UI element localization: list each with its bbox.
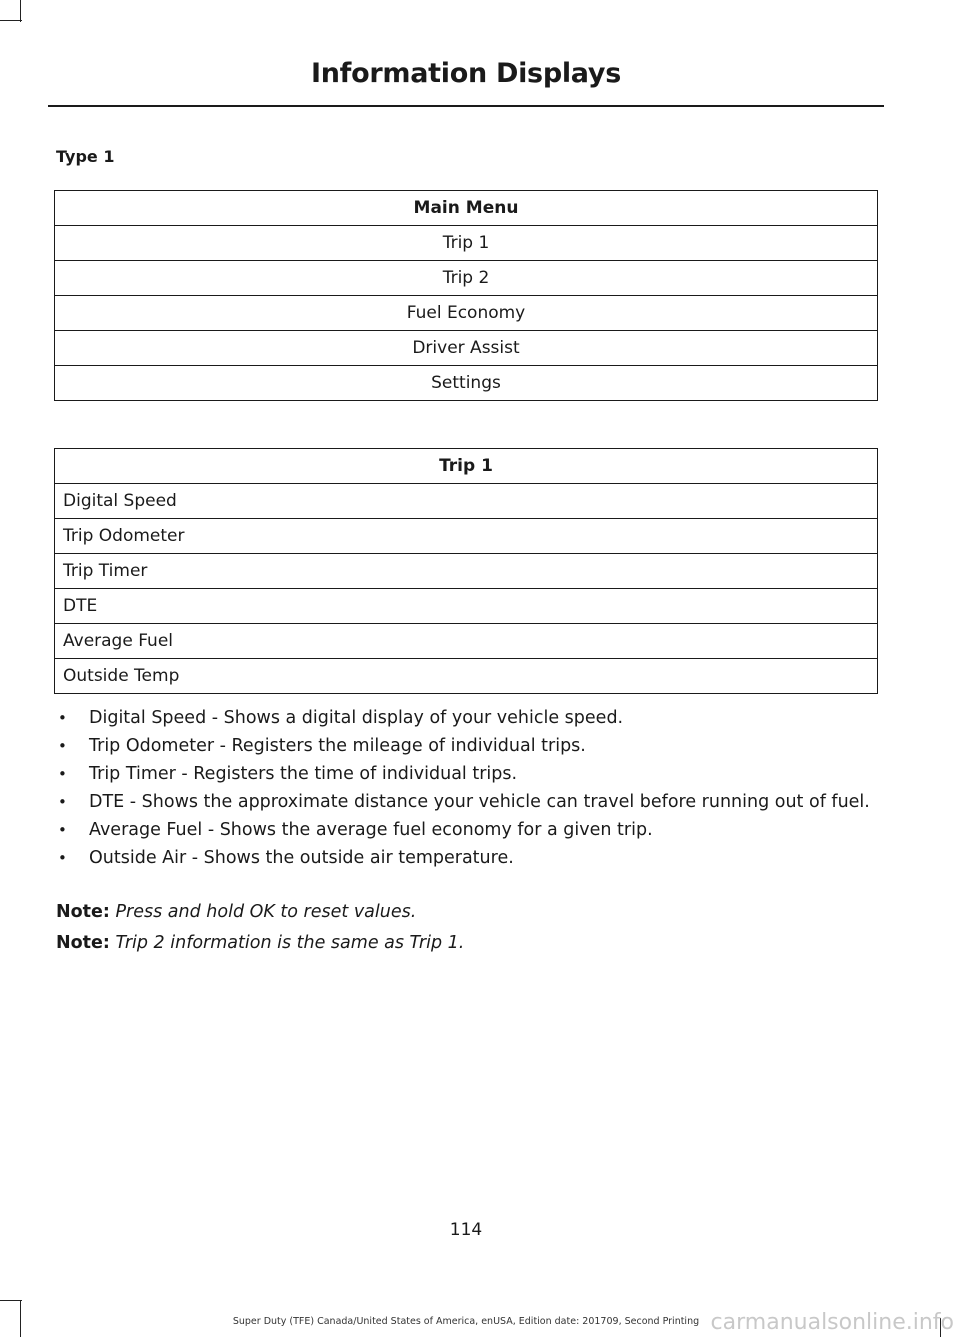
main-menu-table (54, 190, 878, 401)
table-row (55, 484, 878, 519)
table-header-row (55, 191, 878, 226)
note-trip2-same (56, 933, 464, 953)
footer-edition-text: Super Duty (TFE) Canada/United States of America, enUSA, Edition date: 201709, Second Printing (232, 1316, 700, 1327)
note-reset-values (56, 902, 416, 922)
table-row (55, 659, 878, 694)
crop-mark-top-left-horizontal (0, 20, 22, 21)
note-text: Trip 2 information is the same as Trip 1. (115, 933, 465, 953)
table-row (55, 261, 878, 296)
table-cell: Fuel Economy (55, 296, 878, 331)
table-cell: Trip 2 (55, 261, 878, 296)
table-cell: Settings (55, 366, 878, 401)
note-label: Note: (56, 902, 110, 922)
list-item: • Trip Odometer - Registers the mileage of individual trips. (56, 735, 878, 757)
table-row (55, 624, 878, 659)
page-header-title: Information Displays (311, 58, 621, 89)
table-cell: Trip 1 (55, 226, 878, 261)
table-cell: Driver Assist (55, 331, 878, 366)
page-number: 114 (449, 1220, 483, 1240)
list-item: • DTE - Shows the approximate distance your vehicle can travel before running out of fuel. (56, 791, 878, 813)
table-row (55, 366, 878, 401)
crop-mark-bottom-left-vertical (20, 1300, 21, 1337)
table-header-cell: Main Menu (55, 191, 878, 226)
table-row (55, 519, 878, 554)
header-rule (48, 105, 884, 107)
table-header-row (55, 449, 878, 484)
table-row (55, 331, 878, 366)
table-row (55, 226, 878, 261)
list-item: • Trip Timer - Registers the time of individual trips. (56, 763, 878, 785)
table-row (55, 296, 878, 331)
table-cell: Trip Odometer (55, 519, 878, 554)
crop-mark-bottom-left-horizontal (0, 1300, 22, 1301)
note-label: Note: (56, 933, 110, 953)
table-cell: Average Fuel (55, 624, 878, 659)
table-cell: Digital Speed (55, 484, 878, 519)
table-cell: Outside Temp (55, 659, 878, 694)
description-bullet-list (56, 707, 878, 875)
list-item: • Average Fuel - Shows the average fuel economy for a given trip. (56, 819, 878, 841)
table-row (55, 554, 878, 589)
table-cell: Trip Timer (55, 554, 878, 589)
table-row (55, 589, 878, 624)
crop-mark-top-left-vertical (20, 0, 21, 22)
list-item: • Digital Speed - Shows a digital display of your vehicle speed. (56, 707, 878, 729)
list-item: • Outside Air - Shows the outside air temperature. (56, 847, 878, 869)
trip1-table (54, 448, 878, 694)
section-label: Type 1 (56, 147, 115, 166)
note-text: Press and hold OK to reset values. (115, 902, 417, 922)
watermark: carmanualsonline.info (710, 1310, 954, 1335)
table-cell: DTE (55, 589, 878, 624)
table-header-cell: Trip 1 (55, 449, 878, 484)
